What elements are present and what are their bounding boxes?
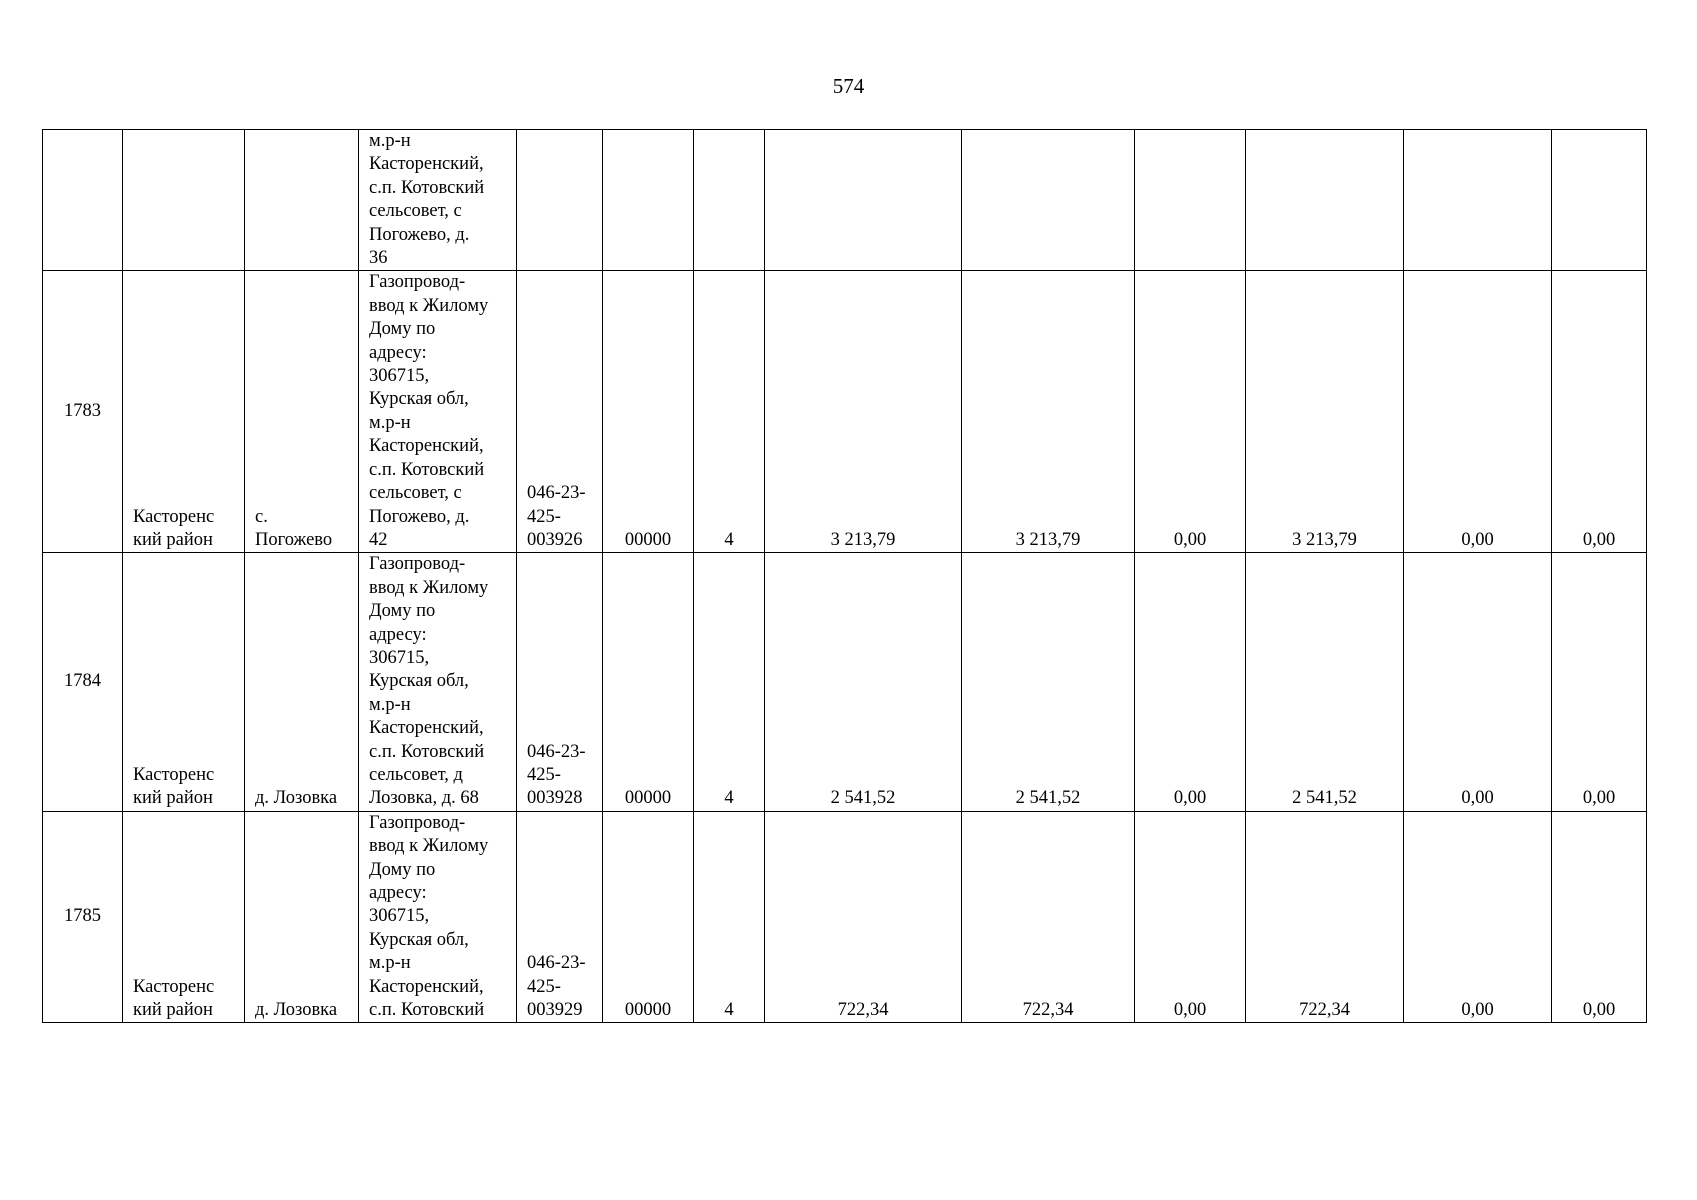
locality-text: с. Погожево	[255, 506, 333, 550]
locality-text: д. Лозовка	[255, 1000, 338, 1021]
row-number-cell	[43, 130, 123, 271]
value-cell: 3 213,79	[1246, 271, 1404, 553]
value-cell	[1135, 130, 1246, 271]
row-number-cell: 1785	[43, 811, 123, 1023]
value-cell: 722,34	[1246, 811, 1404, 1023]
table-row	[43, 553, 1647, 811]
district-cell	[123, 811, 245, 1023]
value-cell: 0,00	[1552, 271, 1647, 553]
value-cell	[1404, 130, 1552, 271]
address-cell	[359, 811, 517, 1023]
cadastral-code-cell	[517, 271, 603, 553]
district-cell	[123, 130, 245, 271]
okof-cell: 00000	[603, 811, 694, 1023]
value-cell: 3 213,79	[962, 271, 1135, 553]
cadastral-code-text: 046-23- 425- 003928	[527, 741, 586, 809]
okof-cell: 00000	[603, 271, 694, 553]
value-cell	[765, 130, 962, 271]
page-number: 574	[832, 74, 865, 98]
property-registry-table	[42, 129, 1647, 1023]
locality-cell	[245, 811, 359, 1023]
table-row	[43, 811, 1647, 1023]
locality-text: д. Лозовка	[255, 788, 338, 809]
address-cell	[359, 130, 517, 271]
value-cell	[962, 130, 1135, 271]
value-cell: 2 541,52	[765, 553, 962, 811]
value-cell	[1246, 130, 1404, 271]
cadastral-code-cell	[517, 811, 603, 1023]
row-number-cell: 1784	[43, 553, 123, 811]
cadastral-code-text: 046-23- 425- 003929	[527, 953, 586, 1021]
okof-cell: 00000	[603, 553, 694, 811]
group-cell: 4	[694, 553, 765, 811]
value-cell: 0,00	[1404, 553, 1552, 811]
value-cell: 0,00	[1404, 811, 1552, 1023]
address-text: Газопровод- ввод к Жилому Дому по адресу: 306715, Курская обл, м.р-н Касторенский, с.п. Котовский сельсовет, д Лозовка, д. 68	[369, 554, 489, 809]
address-text: Газопровод- ввод к Жилому Дому по адресу: 306715, Курская обл, м.р-н Касторенский, с.п. Котовский сельсовет, с Погожево, д. 42	[369, 272, 489, 550]
group-cell: 4	[694, 811, 765, 1023]
locality-cell	[245, 553, 359, 811]
district-cell	[123, 271, 245, 553]
cadastral-code-cell	[517, 130, 603, 271]
value-cell: 0,00	[1135, 553, 1246, 811]
address-text: Газопровод- ввод к Жилому Дому по адресу: 306715, Курская обл, м.р-н Касторенский, с.п. Котовский	[369, 812, 489, 1021]
district-cell	[123, 553, 245, 811]
table-row	[43, 130, 1647, 271]
district-text: Касторенс кий район	[133, 506, 215, 550]
address-cell	[359, 271, 517, 553]
group-cell: 4	[694, 271, 765, 553]
value-cell: 0,00	[1552, 553, 1647, 811]
table-row	[43, 271, 1647, 553]
value-cell: 722,34	[962, 811, 1135, 1023]
cadastral-code-cell	[517, 553, 603, 811]
value-cell: 0,00	[1404, 271, 1552, 553]
district-text: Касторенс кий район	[133, 976, 215, 1021]
value-cell: 722,34	[765, 811, 962, 1023]
value-cell: 3 213,79	[765, 271, 962, 553]
cadastral-code-text: 046-23- 425- 003926	[527, 483, 586, 550]
group-cell	[694, 130, 765, 271]
value-cell: 0,00	[1552, 811, 1647, 1023]
okof-cell	[603, 130, 694, 271]
locality-cell	[245, 271, 359, 553]
address-cell	[359, 553, 517, 811]
row-number-cell: 1783	[43, 271, 123, 553]
address-text: м.р-н Касторенский, с.п. Котовский сельсовет, с Погожево, д. 36	[369, 131, 485, 269]
district-text: Касторенс кий район	[133, 764, 215, 809]
value-cell	[1552, 130, 1647, 271]
value-cell: 2 541,52	[1246, 553, 1404, 811]
value-cell: 0,00	[1135, 271, 1246, 553]
value-cell: 0,00	[1135, 811, 1246, 1023]
value-cell: 2 541,52	[962, 553, 1135, 811]
locality-cell	[245, 130, 359, 271]
